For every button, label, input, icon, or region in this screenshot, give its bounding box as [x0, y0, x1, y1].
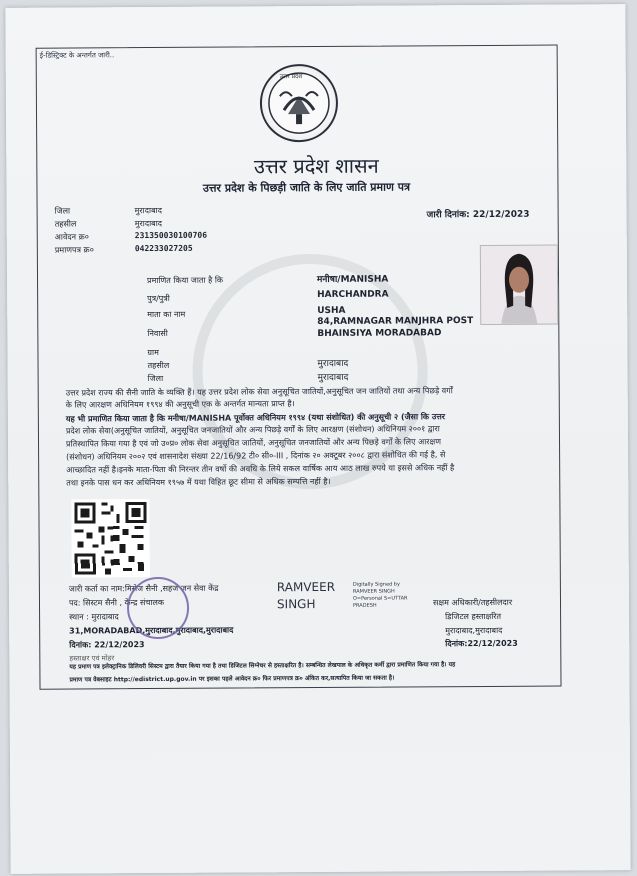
officer-line: सक्षम अधिकारी/तहसीलदार [432, 597, 513, 608]
body-line: यह भी प्रमाणित किया जाता है कि मनीषा/MANISHA पूर्वोक्त अधिनियम १९९४ (यथा संशोधित) की अनुसूची २ (जैसा कि उत्तर [65, 412, 446, 424]
field-value: मनीषा/MANISHA [316, 274, 389, 286]
field-label: निवासी [147, 328, 168, 339]
seal-text: उत्तर प्रदेश [279, 73, 303, 81]
body-line: प्रदेश लोक सेवा(अनुसूचित जातियों, अनुसूचित जनजातियों और अन्य पिछड़े वर्गों के लिए आरक्षण (संशोधन) अधिनियम २००१ द्वारा [65, 424, 440, 436]
field-label: जिला [54, 206, 71, 216]
field-label: आवेदन क्र० [54, 232, 89, 242]
applicant-photo [480, 245, 558, 325]
field-label: ग्राम [147, 347, 159, 358]
issuer-line: स्थान : मुरादाबाद [69, 612, 119, 622]
body-line: उत्तर प्रदेश राज्य की सैनी जाति के व्यक्ति हैं। यह उत्तर प्रदेश लोक सेवा अनुसूचित जातियों,अनुसूचित जन जातियों तथा अन्य पिछड़े वर्गों [65, 386, 453, 398]
issuer-line: पद: सिस्टम सैनी , केन्द्र संचालक [68, 597, 165, 608]
field-value: 84,RAMNAGAR MANJHRA POST [317, 316, 474, 328]
issuer-line: जारी कर्ता का नाम:मिसेज सैनी ,सहज जन सेवा केंद्र [68, 583, 219, 594]
field-label: तहसील [54, 219, 77, 229]
certificate-title: उत्तर प्रदेश के पिछड़ी जाति के लिए जाति प्रमाण पत्र [202, 180, 411, 195]
field-label: माता का नाम [147, 309, 186, 320]
footer-line: यह प्रमाण पत्र इलेक्ट्रानिक डिलिवरी सिस्टम द्वारा तैयार किया गया है तथा डिजिटल सिग्नेचर से हस्ताक्षरित है। सम्बन्धित लेखपाल के अधिकृत कर्मी द्वारा प्रमाणित किया गया है। यह [69, 661, 456, 671]
body-line: के लिए आरक्षण अधिनियम १९९४ की अनुसूची एक के अन्तर्गत मान्यता प्राप्त है। [65, 399, 295, 410]
qr-code-icon [71, 499, 149, 577]
field-value: मुरादाबाद [134, 205, 162, 216]
certificate-sheet [5, 4, 630, 874]
body-line: तथा इनके पास धन कर अधिनियम १९५७ में यथा विहित छूट सीमा से अधिक सम्पत्ति नहीं है। [66, 476, 331, 488]
qr-code [71, 499, 149, 577]
issuer-line: 31,MORADABAD,मुरादाबाद,मुरादाबाद,मुरादाबाद [69, 625, 234, 636]
field-value: मुरादाबाद [317, 358, 349, 370]
portrait-image [481, 246, 557, 324]
state-emblem [260, 64, 338, 142]
body-line: आच्छादित नहीं है।इनके माता-पिता की निरन्तर तीन वर्षो की अवधि के लिये सकल वार्षिक आय आठ लाख रुपये या इससे अधिक नहीं है [66, 463, 455, 475]
field-label: प्रमाणपत्र क्र० [54, 245, 94, 255]
officer-line: दिनांक:22/12/2023 [445, 638, 518, 649]
officer-line: मुरादाबाद,मुरादाबाद [445, 625, 503, 636]
issuer-line: दिनांक: 22/12/2023 [69, 640, 145, 650]
field-value: 231350030100706 [134, 230, 208, 241]
officer-line: डिजिटल हस्ताक्षरित [445, 611, 502, 622]
government-heading: उत्तर प्रदेश शासन [253, 153, 379, 179]
field-label: तहसील [147, 360, 170, 371]
footer-line: प्रमाण पत्र वेबसाइट http://edistrict.up.gov.in पर इसका पहले आवेदन क्र० फिर प्रमाणपत्र क्र० अंकित कर,सत्यापित किया जा सकता है। [69, 674, 395, 684]
issuer-line: हस्ताक्षर एवं मोहर [69, 654, 115, 663]
body-line: (संशोधन) अधिनियम २००२ एवं शासनादेश संख्या 22/16/92 टी० सी०-III , दिनांक २० अक्टूबर २००८ द्वारा संशोधित की गई है, से [66, 450, 446, 462]
field-label: जिला [147, 373, 164, 384]
field-value: BHAINSIYA MORADABAD [317, 328, 442, 340]
body-line: प्रतिस्थापित किया गया है एवं जो उ०प्र० लोक सेवा अनुसूचित जातियों, अनुसूचित जनजातियों और अन्य पिछड़े वर्गों के लिए आरक्षण [65, 437, 442, 449]
field-value: मुरादाबाद [134, 218, 163, 229]
signer-name: RAMVEER SINGH [276, 579, 336, 612]
csc-round-stamp [127, 577, 189, 639]
field-value: USHA [317, 305, 346, 317]
issue-date: जारी दिनांक: 22/12/2023 [426, 209, 530, 221]
field-value: 042233027205 [134, 243, 193, 254]
field-label: प्रमाणित किया जाता है कि [147, 275, 224, 286]
signature-meta: Digitally Signed by RAMVEER SINGH O=Personal S=UTTAR PRADESH [352, 581, 408, 609]
field-label: पुत्र/पुत्री [147, 293, 170, 304]
header-note: ई-डिस्ट्रिक्ट के अन्तर्गत जारी.. [39, 51, 115, 60]
field-value: मुरादाबाद [317, 372, 349, 384]
field-value: HARCHANDRA [317, 289, 389, 301]
